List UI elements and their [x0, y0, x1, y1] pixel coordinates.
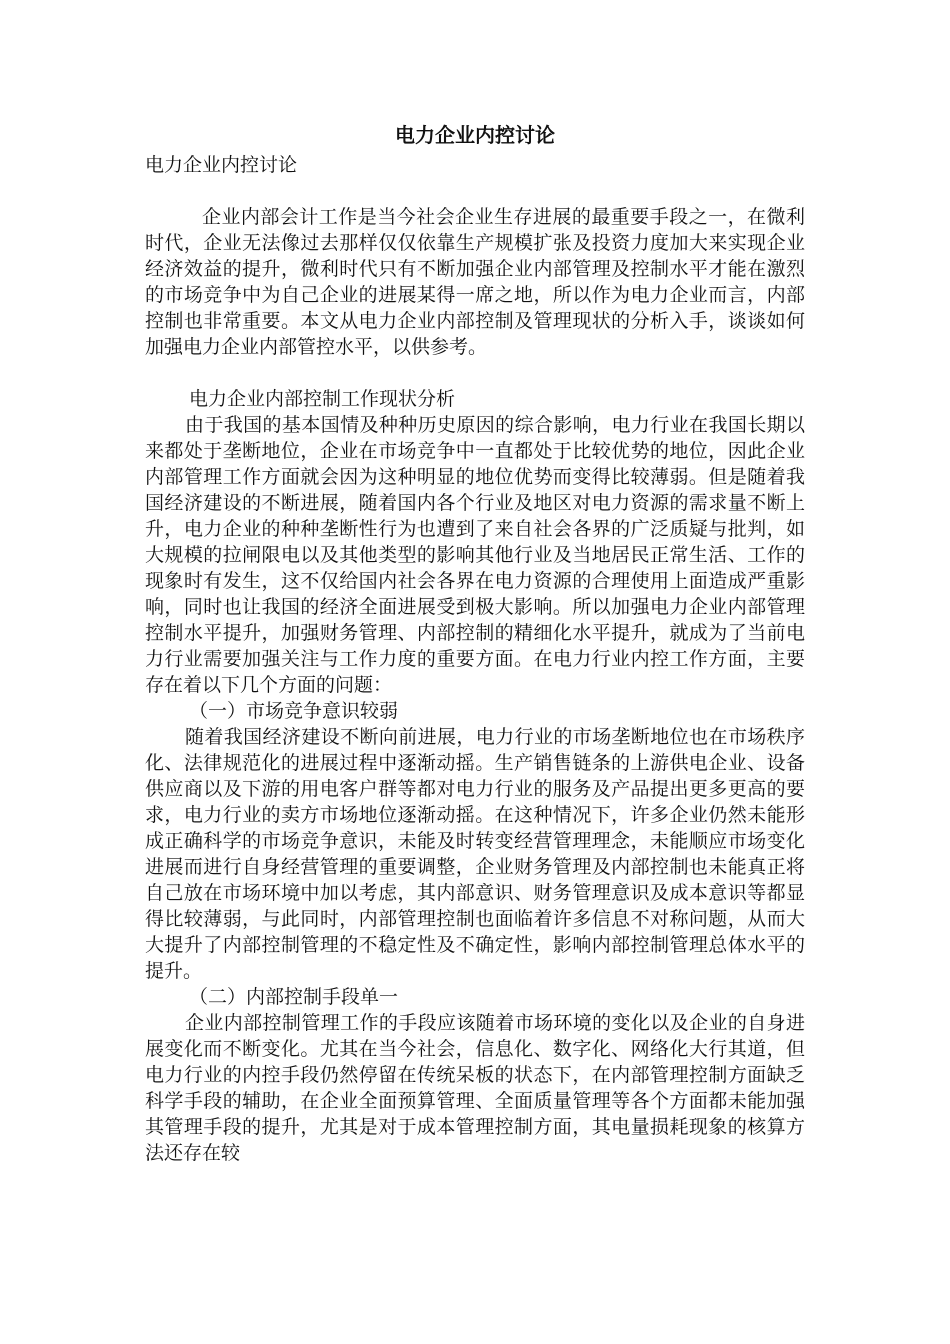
subsection-paragraph-1: 随着我国经济建设不断向前进展，电力行业的市场垄断地位也在市场秩序化、法律规范化的进展过程中逐渐动摇。生产销售链条的上游供电企业、设备供应商以及下游的用电客户群等都对电力行业的服务及产品提出更多更高的要求，电力行业的卖方市场地位逐渐动摇。在这种情况下，许多企业仍然未能形成正确科学的市场竞争意识，未能及时转变经营管理理念，未能顺应市场变化进展而进行自身经营管理的重要调整，企业财务管理及内部控制也未能真正将自己放在市场环境中加以考虑，其内部意识、财务管理意识及成本意识等都显得比较薄弱，与此同时，内部管理控制也面临着许多信息不对称问题，从而大大提升了内部控制管理的不稳定性及不确定性，影响内部控制管理总体水平的提升。: [145, 726, 805, 982]
document-page: [145, 118, 805, 1166]
document-subtitle: 电力企业内控讨论: [145, 154, 298, 176]
subsection-heading-1: （一）市场竞争意识较弱: [189, 700, 399, 722]
spacer: [145, 178, 805, 204]
document-title: 电力企业内控讨论: [395, 123, 555, 147]
subsection-heading-2: （二）内部控制手段单一: [189, 986, 399, 1008]
section-heading: 电力企业内部控制工作现状分析: [189, 388, 456, 410]
section-paragraph: 由于我国的基本国情及种种历史原因的综合影响，电力行业在我国长期以来都处于垄断地位，企业在市场竞争中一直都处于比较优势的地位，因此企业内部管理工作方面就会因为这种明显的地位优势而变得比较薄弱。但是随着我国经济建设的不断进展，随着国内各个行业及地区对电力资源的需求量不断上升，电力企业的种种垄断性行为也遭到了来自社会各界的广泛质疑与批判，如大规模的拉闸限电以及其他类型的影响其他行业及当地居民正常生活、工作的现象时有发生，这不仅给国内社会各界在电力资源的合理使用上面造成严重影响，同时也让我国的经济全面进展受到极大影响。所以加强电力企业内部管理控制水平提升，加强财务管理、内部控制的精细化水平提升，就成为了当前电力行业需要加强关注与工作力度的重要方面。在电力行业内控工作方面，主要存在着以下几个方面的问题：: [145, 414, 805, 696]
intro-paragraph: 企业内部会计工作是当今社会企业生存进展的最重要手段之一，在微利时代，企业无法像过去那样仅仅依靠生产规模扩张及投资力度加大来实现企业经济效益的提升，微利时代只有不断加强企业内部管理及控制水平才能在激烈的市场竞争中为自己企业的进展某得一席之地，所以作为电力企业而言，内部控制也非常重要。本文从电力企业内部控制及管理现状的分析入手，谈谈如何加强电力企业内部管控水平，以供参考。: [145, 206, 805, 358]
spacer: [145, 360, 805, 386]
subsection-paragraph-2: 企业内部控制管理工作的手段应该随着市场环境的变化以及企业的自身进展变化而不断变化。尤其在当今社会，信息化、数字化、网络化大行其道，但电力行业的内控手段仍然停留在传统呆板的状态下，在内部管理控制方面缺乏科学手段的辅助，在企业全面预算管理、全面质量管理等各个方面都未能加强其管理手段的提升，尤其是对于成本管理控制方面，其电量损耗现象的核算方法还存在较: [145, 1012, 805, 1164]
